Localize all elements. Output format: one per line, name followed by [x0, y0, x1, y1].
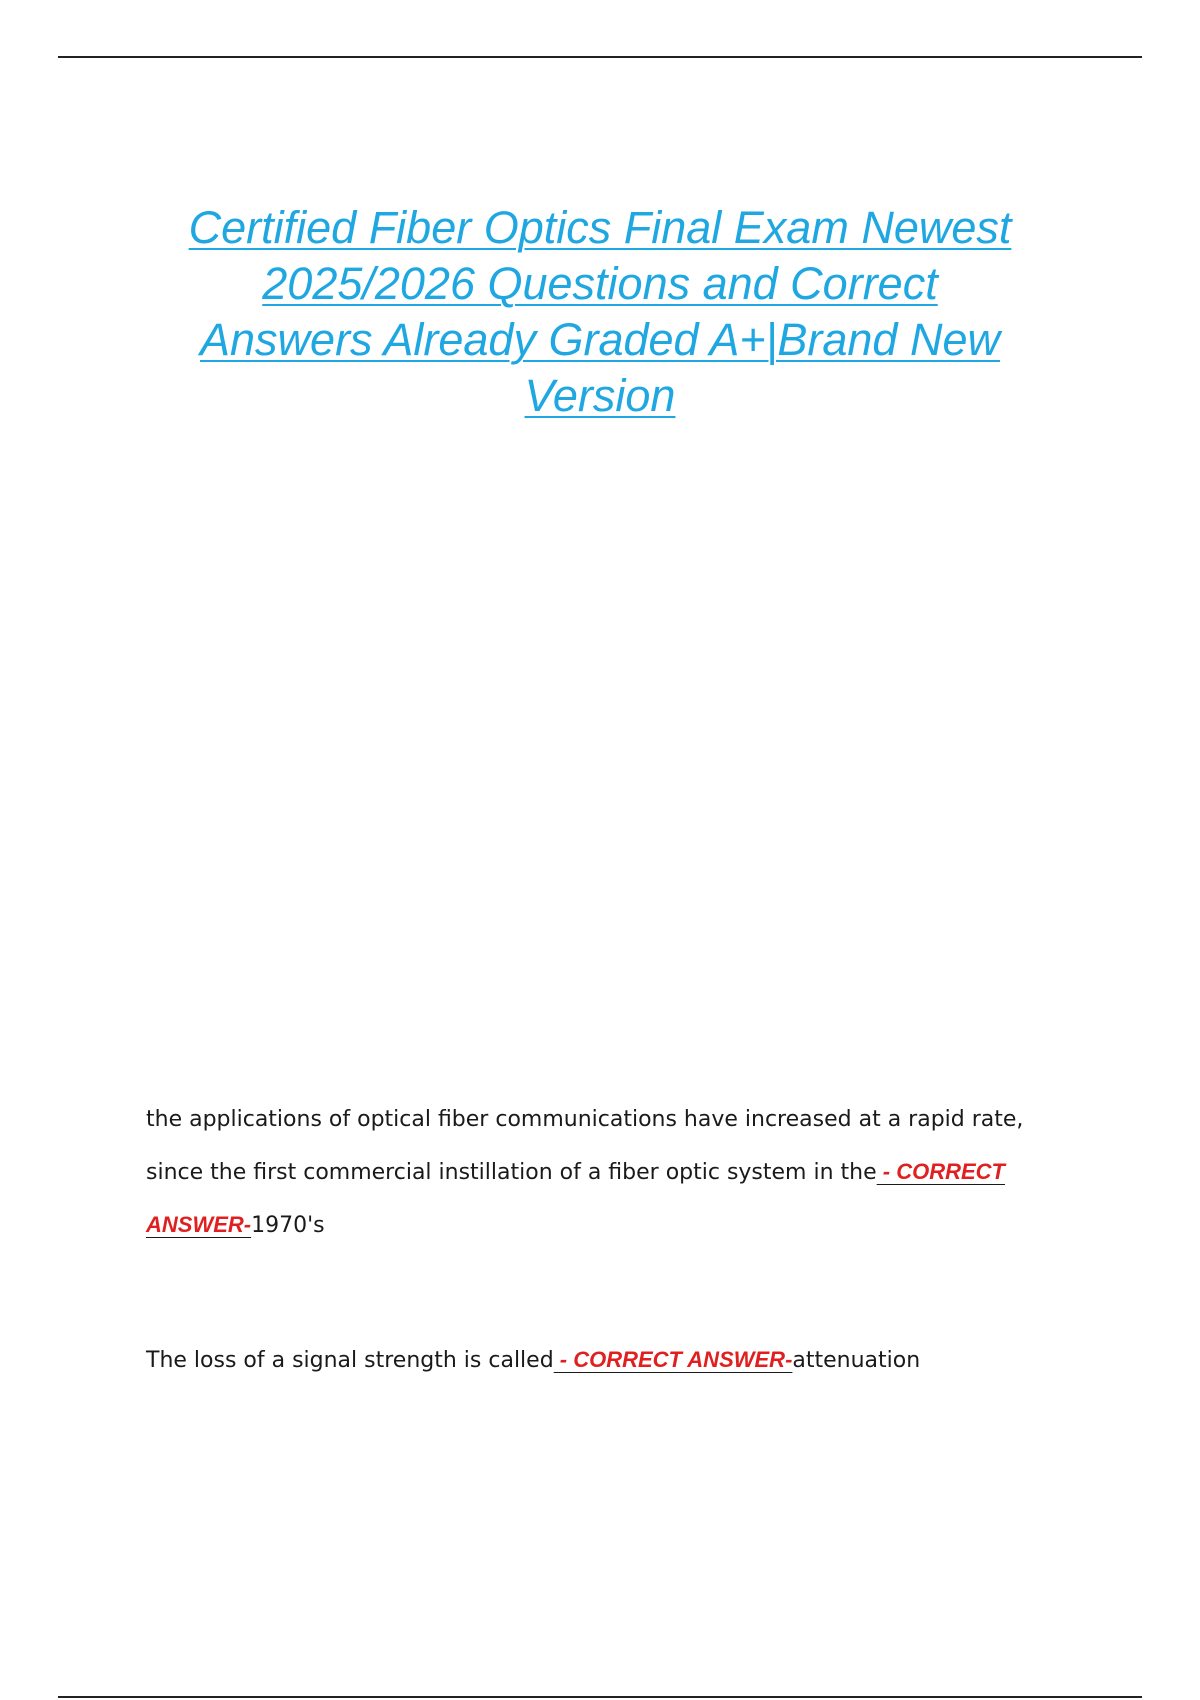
- document-title: [120, 200, 1080, 424]
- question-text: the applications of optical fiber communications have increased at a rapid rate, since the first commercial instillation of a fiber optic system in the: [146, 1107, 1024, 1185]
- title-line-1: Certified Fiber Optics Final Exam Newest: [188, 202, 1012, 253]
- question-item: [146, 1094, 1066, 1252]
- correct-answer-marker: - CORRECT ANSWER-: [553, 1347, 793, 1372]
- question-text: The loss of a signal strength is called: [146, 1348, 554, 1373]
- title-line-2: 2025/2026 Questions and Correct: [262, 258, 938, 309]
- header-rule: [58, 56, 1142, 58]
- answer-text: 1970's: [251, 1213, 325, 1238]
- title-line-4: Version: [524, 370, 676, 421]
- answer-text: attenuation: [792, 1348, 921, 1373]
- footer-rule: [58, 1696, 1142, 1698]
- correct-answer-marker: - CORRECT ANSWER-: [146, 1159, 1005, 1237]
- title-line-3: Answers Already Graded A+|Brand New: [200, 314, 1000, 365]
- question-item: [146, 1334, 1066, 1387]
